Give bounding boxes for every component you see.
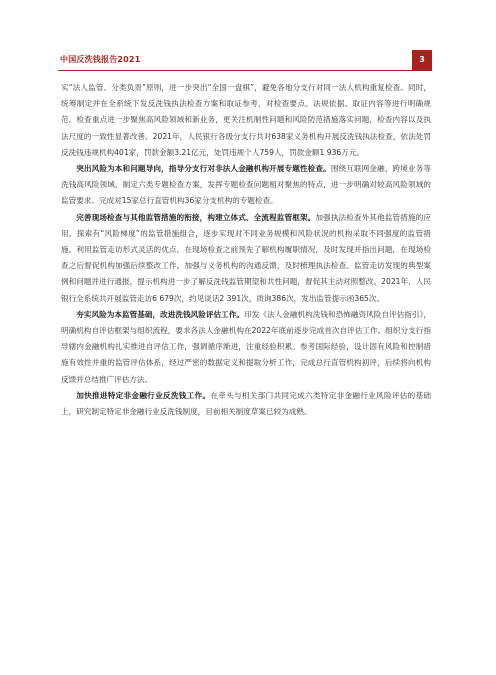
paragraph-text: 实“法人监管、分类负责”原则，进一步突出“全国一盘棋”，避免各地分支行对同一法人机构重复检查。同时，统筹制定并在全系统下发反洗钱执法检查方案和取证参考，对检查要点、法规依据、取证内容等进行明确规范。检查重点进一步聚焦高风险领域和新业务，更关注机制性问题和风险防范措施落实问题，检查内容以及执法尺度的一致性显著改善。2021年，人民银行各级分支行共对638家义务机构开展反洗钱执法检查，依法处罚反洗钱违规机构401家，罚款金额3.21亿元，处罚违规个人759人，罚款金额1 936万元。 xyxy=(61,83,431,157)
paragraph-text: 加强执法检查外其他监管措施的应用，探索有“风险梯度”的监管措施组合，逐步实现对不同业务规模和风险状况的机构采取不同强度的监管措施。利用监管走访形式灵活的优点，在现场检查之前预先了解机构履职情况，及时发现并指出问题，在现场检查之后督促机构加强后续整改工作。加强与义务机构的沟通反馈，及时梳理执法检查、监管走访发现的典型案例和问题并进行通报，提示机构进一步了解反洗钱监管期望和共性问题，督促其主动对照整改。2021年，人民银行全系统共开展监管走访6 679次，约见谈话2 391次，质询386次，发出监管提示函365次。 xyxy=(61,212,432,303)
paragraph-lead: 突出风险为本和问题导向，指导分支行对非法人金融机构开展专题性检查。 xyxy=(76,164,331,174)
body-text xyxy=(61,80,431,420)
paragraph-text: 印发《法人金融机构洗钱和恐怖融资风险自评估指引》，明确机构自评估框架与组织流程，要求各法人金融机构在2022年底前逐步完成首次自评估工作。组织分支行指导辖内金融机构扎实推进自评估工作，强调循序渐进，注重经验积累。参考国际经验，设计固有风险和控制措施有效性并重的监管评估体系，经过严密的数据定义和提取分析工作，完成总行直管机构初评，后续将向机构反馈并总结推广评估方法。 xyxy=(61,309,431,384)
page-number-badge: 3 xyxy=(412,50,432,70)
paragraph xyxy=(61,307,431,388)
paragraph xyxy=(61,210,431,307)
paragraph xyxy=(61,161,431,210)
paragraph-lead: 加快推进特定非金融行业反洗钱工作。 xyxy=(76,390,211,400)
paragraph-lead: 夯实风险为本监管基础，改进洗钱风险评估工作。 xyxy=(76,309,245,319)
paragraph xyxy=(61,80,431,161)
page-header xyxy=(58,50,432,71)
paragraph xyxy=(61,388,431,420)
paragraph-text: 围绕互联网金融、跨境业务等洗钱高风险领域，制定六类专题检查方案，发挥专题检查问题相对聚焦的特点，进一步明确对较高风险领域的监管要求。完成对15家总行直管机构36家分支机构的专题检查。 xyxy=(61,164,431,206)
paragraph-text: 在牵头与相关部门共同完成六类特定非金融行业风险评估的基础上，研究制定特定非金融行业反洗钱制度，目前相关制度草案已较为成熟。 xyxy=(61,390,432,417)
report-title: 中国反洗钱报告2021 xyxy=(60,55,141,64)
paragraph-lead: 完善现场检查与其他监管措施的衔接，构建立体式、全流程监管框架。 xyxy=(76,212,316,222)
